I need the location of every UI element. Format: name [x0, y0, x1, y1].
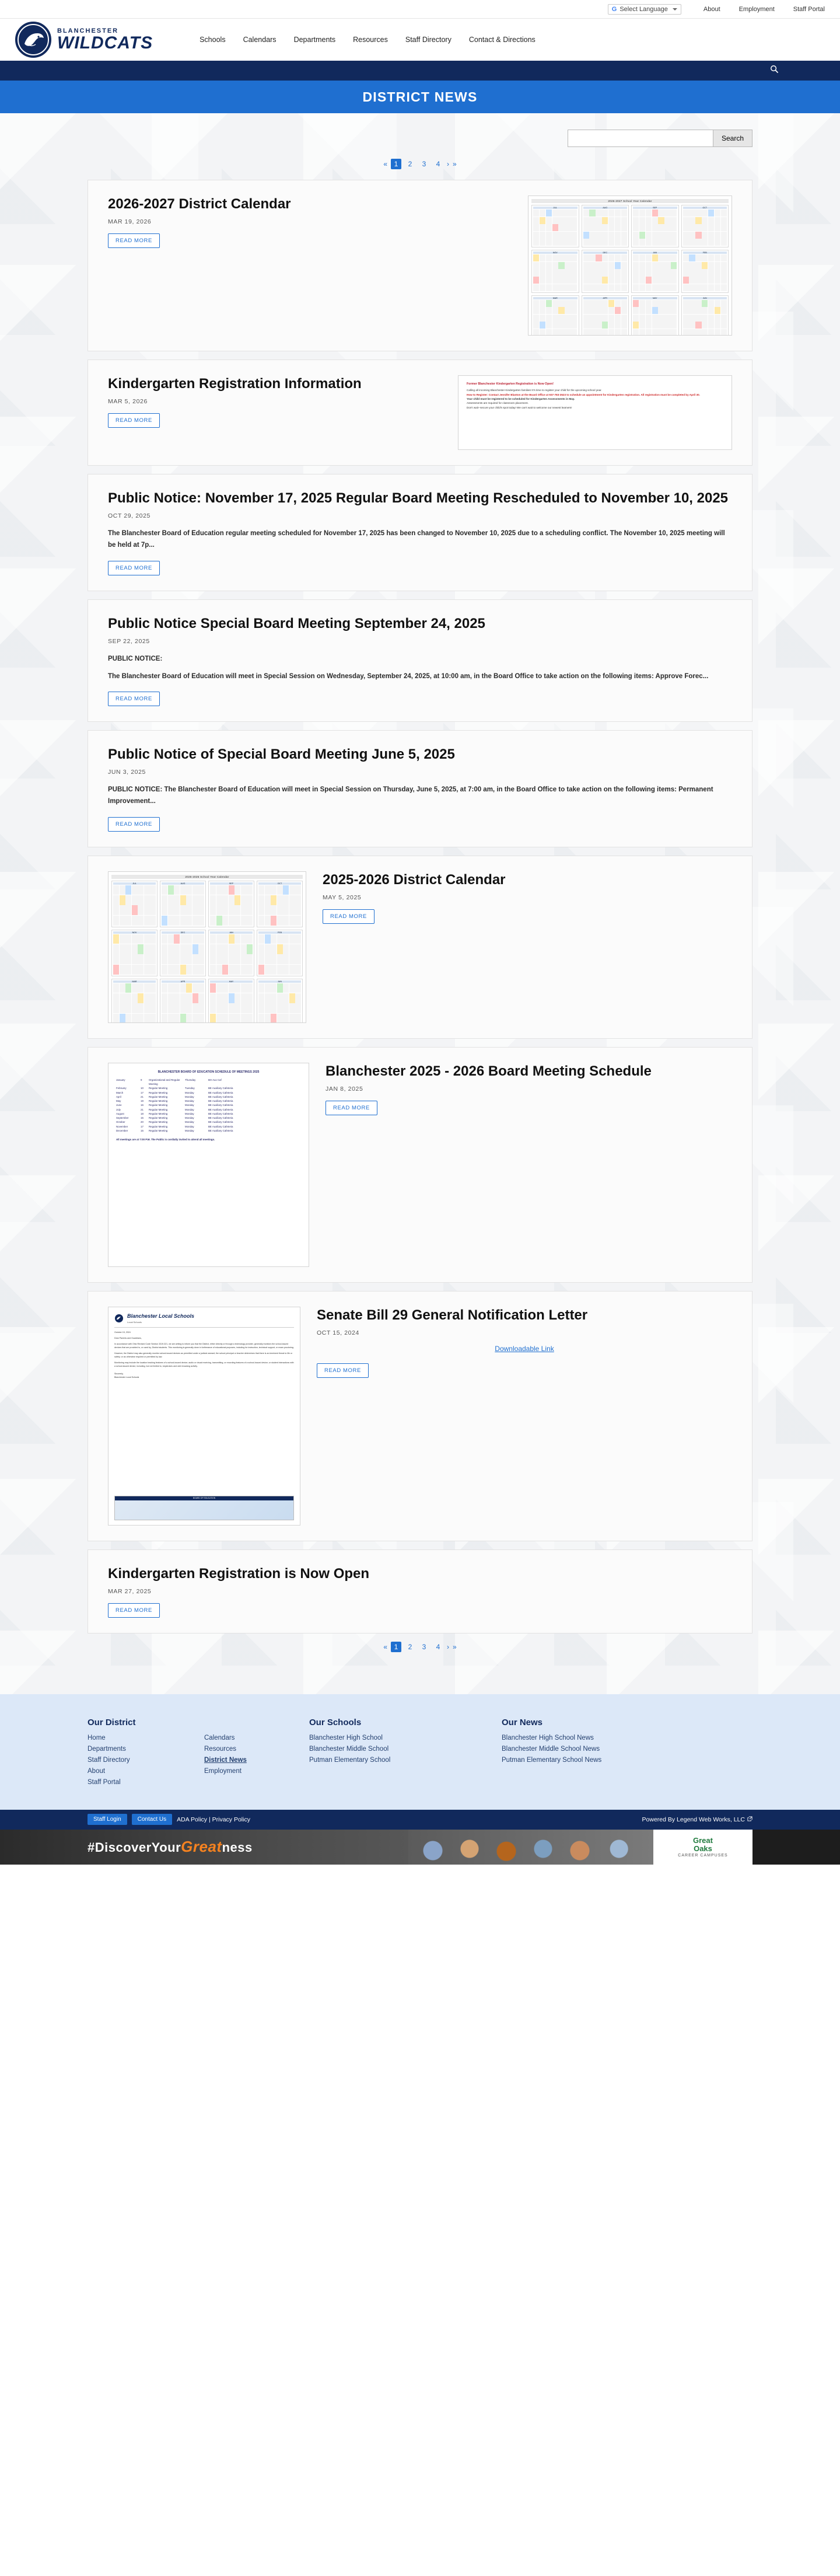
news-date: MAR 19, 2026 — [108, 218, 152, 226]
ad-logo — [653, 1830, 752, 1865]
footer-link-about[interactable]: About — [88, 1767, 106, 1775]
news-item — [88, 730, 752, 847]
letter-paragraph: October 15, 2024 — [114, 1331, 131, 1334]
news-item — [88, 856, 752, 1039]
schedule-weekday: Monday — [185, 1095, 194, 1098]
footer-column-our-district — [88, 1718, 204, 1790]
footer-column-our-news — [502, 1718, 723, 1790]
search-input[interactable] — [568, 130, 713, 147]
downloadable-link[interactable]: Downloadable Link — [495, 1344, 554, 1353]
utility-bar — [0, 0, 840, 19]
schedule-row — [116, 1120, 301, 1124]
schedule-place: BE Auxiliary Cafeteria — [208, 1112, 233, 1115]
schedule-weekday: Monday — [185, 1121, 194, 1124]
news-date: MAR 5, 2026 — [108, 398, 148, 406]
news-thumbnail-board-meeting-schedule[interactable] — [108, 1063, 309, 1267]
schedule-month: May — [116, 1099, 121, 1103]
pagination-next-top[interactable]: › — [447, 160, 449, 168]
pagination-last-bottom[interactable]: » — [453, 1642, 457, 1651]
thumbnail-line: Don't wait--secure your child's spot today! We can't wait to welcome our newest learners! — [467, 406, 572, 409]
schedule-day: 21 — [141, 1095, 144, 1098]
schedule-place: BE Auxiliary Cafeteria — [208, 1108, 233, 1111]
schedule-type: Regular Meeting — [149, 1099, 168, 1103]
ad-logo-sub: CAREER CAMPUSES — [678, 1853, 728, 1858]
schedule-place: BE Auxiliary Cafeteria — [208, 1099, 233, 1103]
news-date: OCT 29, 2025 — [108, 512, 150, 520]
calendar-month: FEB — [257, 930, 303, 976]
thumbnail-caption: 2026-2027 School Year Calendar — [531, 199, 729, 203]
calendar-month: SEP — [631, 205, 679, 247]
header-search-strip — [0, 61, 840, 81]
news-thumbnail-calendar-2026-2027[interactable] — [528, 196, 732, 336]
calendar-month: JAN — [208, 930, 254, 976]
nav-departments[interactable]: Departments — [293, 36, 336, 44]
news-date: OCT 15, 2024 — [317, 1329, 359, 1336]
schedule-weekday: Monday — [185, 1112, 194, 1115]
schedule-day: 18 — [141, 1112, 144, 1115]
pagination-page-1-bottom[interactable]: 1 — [391, 1642, 401, 1652]
calendar-month: OCT — [681, 205, 729, 247]
schedule-row — [116, 1099, 301, 1103]
news-item — [88, 474, 752, 591]
schedule-month: January — [116, 1078, 125, 1081]
pagination-page-4-top[interactable]: 4 — [436, 160, 440, 168]
calendar-month: MAR — [531, 295, 579, 336]
calendar-month: SEP — [208, 881, 254, 927]
calendar-month: NOV — [111, 930, 158, 976]
footer-link-district-news[interactable]: District News — [204, 1756, 247, 1764]
read-more-button[interactable]: READ MORE — [108, 692, 160, 706]
logo-district-name: BLANCHESTER — [57, 27, 119, 34]
footer-heading: Our News — [502, 1717, 543, 1727]
footer-column-district-secondary — [204, 1718, 309, 1790]
ad-photo — [408, 1830, 653, 1865]
calendar-month: MAY — [208, 979, 254, 1023]
schedule-row — [116, 1078, 301, 1087]
letter-paragraph: In accordance with Ohio Revised Code Section 3319.321, we are writing to inform you that the District, either directly or through a technology provider, generally monitors the school-issued devices that are provided to, or used by, District students. This monitoring is generally done in furtherance of educational purposes, including for instruction, technical support, or exam proctoring. — [114, 1342, 294, 1349]
util-link-about[interactable]: About — [703, 5, 720, 13]
schedule-day: 10 — [141, 1087, 144, 1090]
schedule-row — [116, 1103, 301, 1107]
news-excerpt: The Blanchester Board of Education regular meeting scheduled for November 17, 2025 has been changed to November 10, 2025 due to a scheduling conflict. The November 10, 2025 meeting will be held at 7p... — [108, 530, 725, 549]
schedule-row — [116, 1125, 301, 1129]
calendar-month: MAY — [631, 295, 679, 336]
advertisement-banner[interactable] — [0, 1830, 840, 1865]
footer-heading — [204, 1718, 292, 1727]
calendar-month: JUN — [257, 979, 303, 1023]
pagination-first-bottom[interactable]: « — [383, 1642, 387, 1651]
thumbnail-caption: Blanchester Local Schools — [127, 1313, 195, 1319]
read-more-button[interactable]: READ MORE — [108, 561, 160, 575]
calendar-month: AUG — [582, 205, 629, 247]
read-more-button[interactable]: READ MORE — [108, 413, 160, 428]
staff-login-button[interactable]: Staff Login — [88, 1814, 127, 1825]
schedule-type: Regular Meeting — [149, 1091, 168, 1094]
schedule-day: 17 — [141, 1125, 144, 1128]
news-title: Kindergarten Registration Information — [108, 376, 362, 392]
schedule-weekday: Monday — [185, 1125, 194, 1128]
news-excerpt: The Blanchester Board of Education will meet in Special Session on Wednesday, September 24, 2025, at 10:00 am, in the Board Office to take action on the following items: Approve Forec... — [108, 672, 709, 680]
page-body — [0, 113, 840, 1694]
news-title: Public Notice of Special Board Meeting June 5, 2025 — [108, 746, 455, 763]
schedule-place: BE Auxiliary Cafeteria — [208, 1087, 233, 1090]
schedule-row — [116, 1086, 301, 1090]
letter-signature: Sincerely, Blanchester Local Schools — [114, 1372, 139, 1378]
calendar-month: APR — [582, 295, 629, 336]
nav-contact-directions[interactable]: Contact & Directions — [468, 36, 536, 44]
schedule-type: Organizational and Regular Meeting — [149, 1078, 180, 1086]
news-title: Senate Bill 29 General Notification Letter — [317, 1307, 588, 1323]
ad-headline-highlight: Great — [181, 1838, 222, 1856]
site-footer — [0, 1694, 840, 1810]
schedule-day: 21 — [141, 1108, 144, 1111]
district-logo-icon — [114, 1314, 124, 1323]
thumbnail-caption: Former Blanchester Kindergarten Registration is Now Open! — [467, 382, 554, 386]
pagination-next-bottom[interactable]: › — [447, 1642, 449, 1651]
schedule-weekday: Monday — [185, 1091, 194, 1094]
read-more-button[interactable]: READ MORE — [108, 233, 160, 248]
wildcat-mascot-icon — [15, 22, 51, 58]
schedule-row — [116, 1091, 301, 1095]
footer-link-employment[interactable]: Employment — [204, 1767, 242, 1775]
search-button[interactable]: Search — [713, 130, 752, 147]
schedule-type: Regular Meeting — [149, 1112, 168, 1115]
schedule-type: Regular Meeting — [149, 1121, 168, 1124]
schedule-place: BE Auxiliary Cafeteria — [208, 1116, 233, 1120]
schedule-row — [116, 1116, 301, 1120]
google-translate-icon: G — [611, 5, 617, 13]
schedule-weekday: Monday — [185, 1129, 194, 1132]
schedule-month: December — [116, 1129, 128, 1132]
schedule-day: 20 — [141, 1121, 144, 1124]
pagination-page-4-bottom[interactable]: 4 — [436, 1642, 440, 1651]
site-header — [0, 19, 840, 61]
footer-link-blanchester-high-school[interactable]: Blanchester High School — [309, 1734, 383, 1741]
news-thumbnail-calendar-2025-2026[interactable] — [108, 871, 306, 1023]
contact-us-button[interactable]: Contact Us — [132, 1814, 172, 1825]
news-title: 2025-2026 District Calendar — [323, 871, 506, 888]
calendar-month: DEC — [160, 930, 206, 976]
news-item — [88, 180, 752, 351]
read-more-button[interactable]: READ MORE — [326, 1101, 377, 1115]
schedule-day: 9 — [141, 1078, 142, 1081]
calendar-month: FEB — [681, 250, 729, 292]
calendar-month: APR — [160, 979, 206, 1023]
pagination-page-2-bottom[interactable]: 2 — [408, 1642, 412, 1651]
thumbnail-line: How to Register: Contact Jennifer Blanton at the Board Office at 937-783-3523 to schedule an appointment for Kindergarten registration. All registration must be completed by April 30. — [467, 393, 700, 396]
footer-link-calendars[interactable]: Calendars — [204, 1734, 235, 1741]
thumbnail-subcaption: Local Schools — [127, 1320, 142, 1324]
schedule-type: Regular Meeting — [149, 1087, 168, 1090]
news-title: Public Notice Special Board Meeting September 24, 2025 — [108, 615, 485, 631]
ada-privacy-links[interactable]: ADA Policy | Privacy Policy — [177, 1816, 250, 1823]
schedule-place: BE Auxiliary Cafeteria — [208, 1095, 233, 1098]
pagination-last-top[interactable]: » — [453, 160, 457, 168]
news-item — [88, 1291, 752, 1541]
site-credit: Powered By Legend Web Works, LLC — [642, 1816, 745, 1823]
schedule-footnote: All meetings are at 7:00 P.M. The Public is cordially invited to attend all meetings. — [116, 1138, 215, 1142]
news-date: JAN 8, 2025 — [326, 1085, 363, 1092]
thumbnail-line: Calling all incoming Blanchester Kindergarten families! It's time to register your child for the upcoming school year. — [467, 389, 602, 392]
read-more-button[interactable]: READ MORE — [108, 817, 160, 832]
schedule-day: 15 — [141, 1116, 144, 1120]
footer-link-putman-elementary-school[interactable]: Putman Elementary School — [309, 1756, 391, 1764]
schedule-place: BE Auxiliary Cafeteria — [208, 1129, 233, 1132]
schedule-weekday: Monday — [185, 1099, 194, 1103]
nav-staff-directory[interactable]: Staff Directory — [405, 36, 452, 44]
schedule-type: Regular Meeting — [149, 1125, 168, 1128]
schedule-place: BE Auxiliary Cafeteria — [208, 1121, 233, 1124]
schedule-month: October — [116, 1121, 125, 1124]
news-thumbnail-kindergarten-registration[interactable] — [458, 375, 732, 450]
schedule-day: 19 — [141, 1099, 144, 1103]
schedule-month: June — [116, 1104, 122, 1107]
page-title: DISTRICT NEWS — [362, 89, 478, 104]
pagination-bottom — [88, 1642, 752, 1652]
schedule-weekday: Monday — [185, 1116, 194, 1120]
calendar-month: JAN — [631, 250, 679, 292]
language-selector[interactable] — [608, 4, 681, 15]
ad-headline-part2: ness — [222, 1840, 253, 1855]
news-search-row — [88, 130, 752, 147]
news-item — [88, 599, 752, 722]
schedule-type: Regular Meeting — [149, 1104, 168, 1107]
letter-footer-block — [114, 1496, 294, 1520]
schedule-month: September — [116, 1116, 129, 1120]
footer-link-bms-news[interactable]: Blanchester Middle School News — [502, 1745, 600, 1753]
footer-link-home[interactable]: Home — [88, 1734, 106, 1741]
read-more-button[interactable]: READ MORE — [108, 1603, 160, 1618]
schedule-row — [116, 1129, 301, 1133]
read-more-button[interactable]: READ MORE — [317, 1363, 369, 1378]
footer-link-bhs-news[interactable]: Blanchester High School News — [502, 1734, 594, 1741]
schedule-weekday: Monday — [185, 1108, 194, 1111]
news-item — [88, 1047, 752, 1283]
pagination-page-1-top[interactable]: 1 — [391, 159, 401, 169]
footer-heading: Our Schools — [309, 1717, 362, 1727]
pagination-first-top[interactable]: « — [383, 160, 387, 168]
schedule-weekday: Monday — [185, 1104, 194, 1107]
schedule-row — [116, 1095, 301, 1099]
util-link-staff-portal[interactable]: Staff Portal — [793, 5, 825, 13]
news-item — [88, 1549, 752, 1633]
schedule-place: BE Auxiliary Cafeteria — [208, 1104, 233, 1107]
site-logo[interactable] — [15, 22, 153, 58]
footer-heading: Our District — [88, 1717, 136, 1727]
thumbnail-line: Your child must be registered to be scheduled for Kindergarten Assessments in May. — [467, 397, 575, 400]
schedule-place: BE Auxiliary Cafeteria — [208, 1125, 233, 1128]
news-title: Public Notice: November 17, 2025 Regular Board Meeting Rescheduled to November 10, 2025 — [108, 490, 729, 506]
nav-resources[interactable]: Resources — [353, 36, 388, 44]
schedule-month: April — [116, 1095, 121, 1098]
footer-link-pes-news[interactable]: Putman Elementary School News — [502, 1756, 602, 1764]
calendar-month: MAR — [111, 979, 158, 1023]
footer-link-departments[interactable]: Departments — [88, 1745, 126, 1753]
letter-footer-heading: BOARD OF EDUCATION — [115, 1496, 293, 1501]
calendar-grid — [111, 881, 303, 1023]
calendar-month: OCT — [257, 881, 303, 927]
calendar-month: JUL — [531, 205, 579, 247]
news-title: Blanchester 2025 - 2026 Board Meeting Schedule — [326, 1063, 652, 1079]
schedule-type: Regular Meeting — [149, 1129, 168, 1132]
ad-logo-line1: Great — [693, 1836, 713, 1845]
schedule-weekday: Tuesday — [185, 1087, 195, 1090]
ad-filler — [752, 1830, 840, 1865]
news-notice-label: PUBLIC NOTICE: — [108, 655, 163, 662]
schedule-row — [116, 1108, 301, 1112]
thumbnail-line: Assessments are required for classroom placement. — [467, 402, 528, 405]
calendar-month: NOV — [531, 250, 579, 292]
footer-link-staff-directory[interactable]: Staff Directory — [88, 1756, 130, 1764]
schedule-place: BE Auxiliary Cafeteria — [208, 1091, 233, 1094]
calendar-month: DEC — [582, 250, 629, 292]
nav-calendars[interactable]: Calendars — [243, 36, 276, 44]
news-title: Kindergarten Registration is Now Open — [108, 1565, 370, 1582]
news-date: MAR 27, 2025 — [108, 1587, 152, 1595]
pagination-page-3-top[interactable]: 3 — [422, 160, 426, 168]
schedule-day: 15 — [141, 1129, 144, 1132]
footer-link-resources[interactable]: Resources — [204, 1745, 236, 1753]
schedule-month: February — [116, 1087, 127, 1090]
nav-schools[interactable]: Schools — [200, 36, 226, 44]
language-selector-label: Select Language — [620, 5, 668, 13]
letter-paragraph: However, the District may also generally monitor school-issued devices as permitted under a judicial warrant; the school principal or teacher determines that there is an imminent threat to life or safety; or as otherwise required or permitted by law. — [114, 1352, 293, 1359]
chevron-down-icon — [673, 8, 677, 11]
news-thumbnail-senate-bill-29-letter[interactable] — [108, 1307, 300, 1526]
thumbnail-caption: 2025-2026 School Year Calendar — [111, 875, 303, 879]
page-banner — [0, 81, 840, 113]
util-link-employment[interactable]: Employment — [738, 5, 775, 13]
search-icon[interactable] — [770, 65, 779, 76]
schedule-type: Regular Meeting — [149, 1095, 168, 1098]
calendar-month: AUG — [160, 881, 206, 927]
footer-bottom-bar — [0, 1810, 840, 1830]
news-date: SEP 22, 2025 — [108, 637, 150, 645]
calendar-month: JUL — [111, 881, 158, 927]
calendar-grid — [531, 205, 729, 336]
pagination-page-3-bottom[interactable]: 3 — [422, 1642, 426, 1651]
news-item — [88, 359, 752, 466]
main-navigation — [200, 36, 536, 44]
schedule-month: July — [116, 1108, 121, 1111]
external-link-icon — [747, 1816, 752, 1823]
ad-logo-line2: Oaks — [694, 1844, 712, 1854]
footer-column-our-schools — [309, 1718, 502, 1790]
logo-mascot-name: WILDCATS — [57, 33, 153, 53]
pagination-page-2-top[interactable]: 2 — [408, 160, 412, 168]
calendar-month: JUN — [681, 295, 729, 336]
schedule-type: Regular Meeting — [149, 1108, 168, 1111]
news-date: MAY 5, 2025 — [323, 893, 362, 901]
schedule-month: August — [116, 1112, 124, 1115]
ad-headline — [88, 1838, 253, 1856]
footer-link-staff-portal[interactable]: Staff Portal — [88, 1778, 121, 1786]
letter-paragraph: Monitoring may include the location tracking features of a school-issued device; audio or visual receiving, transmitting, or recording features of a school-issued device; or student interactions with a school-issued device, including, but not limited to, keystrokes and web browsing activity. — [114, 1362, 294, 1368]
news-title: 2026-2027 District Calendar — [108, 196, 291, 212]
schedule-weekday: Thursday — [185, 1078, 196, 1081]
footer-link-blanchester-middle-school[interactable]: Blanchester Middle School — [309, 1745, 389, 1753]
news-date: JUN 3, 2025 — [108, 769, 146, 776]
schedule-day: 16 — [141, 1104, 144, 1107]
schedule-row — [116, 1112, 301, 1116]
news-excerpt: PUBLIC NOTICE: The Blanchester Board of Education will meet in Special Session on Thursday, June 5, 2025, at 7:00 am, in the Board Office to take action on the following items: Permanent Improvement... — [108, 786, 713, 805]
schedule-day: 17 — [141, 1091, 144, 1094]
schedule-place: BH Aux Caf — [208, 1078, 222, 1081]
pagination-top — [88, 159, 752, 169]
schedule-type: Regular Meeting — [149, 1116, 168, 1120]
schedule-month: March — [116, 1091, 124, 1094]
ad-content — [0, 1830, 653, 1865]
thumbnail-caption: BLANCHESTER BOARD OF EDUCATION SCHEDULE OF MEETINGS 2025 — [158, 1070, 260, 1074]
read-more-button[interactable]: READ MORE — [323, 909, 374, 924]
schedule-month: November — [116, 1125, 128, 1128]
letter-paragraph: Dear Parents and Guardians, — [114, 1336, 142, 1339]
ad-headline-part1: #DiscoverYour — [88, 1840, 181, 1855]
